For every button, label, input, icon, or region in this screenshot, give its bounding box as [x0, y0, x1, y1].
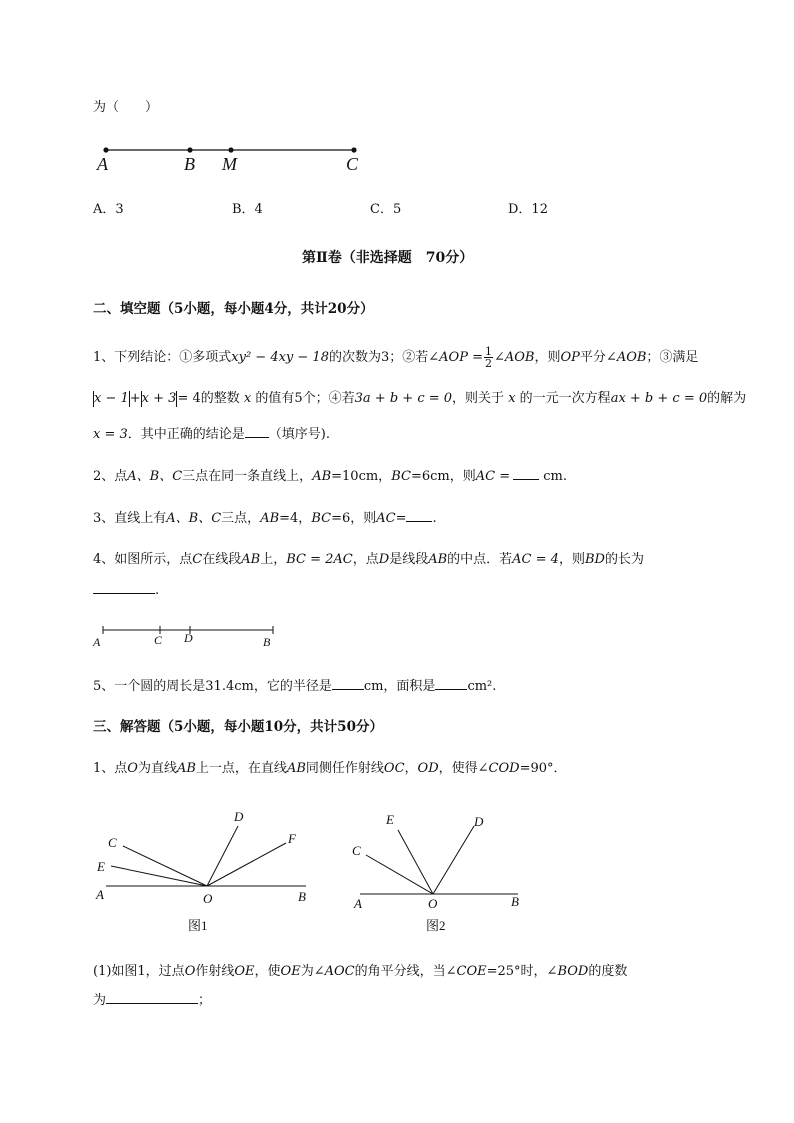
fig4-label-c: C	[154, 633, 163, 647]
fig2-label-o: O	[428, 896, 438, 911]
choice-b: B．4	[232, 202, 263, 217]
answer-blank	[245, 425, 269, 438]
answer-blank	[435, 677, 467, 690]
fig1-label-a: A	[96, 887, 104, 902]
fig2-label-e: E	[386, 812, 394, 827]
fig2-label-b: B	[511, 894, 519, 909]
fill-question-4-line-2: .	[93, 581, 159, 600]
fill-question-5: 5、一个圆的周长是31.4cm，它的半径是 cm，面积是 cm².	[93, 679, 497, 694]
point-label-a: A	[97, 154, 108, 174]
fill-question-1-line-2: x − 1+x + 3= 4的整数 x 的值有5个；④若3a + b + c = 0，则关于 x 的一元一次方程ax + b + c = 0的解为	[94, 391, 747, 406]
fig1-label-e: E	[97, 859, 105, 874]
answer-blank	[93, 581, 155, 594]
section-solve-title: 三、解答题（5小题，每小题10分，共计50分）	[93, 719, 383, 735]
angle-figure-2	[352, 812, 519, 911]
fig4-label-a: A	[93, 635, 101, 649]
answer-blank	[406, 509, 432, 522]
fig1-label-f: F	[288, 831, 296, 846]
part-title: 第Ⅱ卷（非选择题 70分）	[302, 250, 474, 266]
fig1-label-o: O	[203, 891, 213, 906]
fig1-label-b: B	[298, 889, 306, 904]
point-m-dot	[228, 147, 233, 152]
fig4-label-d: D	[184, 631, 193, 645]
answer-blank	[106, 991, 198, 1004]
point-label-b: B	[184, 154, 195, 174]
choice-a: A．3	[93, 202, 124, 217]
fig1-label-d: D	[234, 809, 244, 824]
point-c-dot	[351, 147, 356, 152]
angle-figure-1	[95, 809, 306, 906]
fig2-label-a: A	[354, 896, 362, 911]
point-label-c: C	[346, 154, 359, 174]
solve-question-1-part-1-line-1: (1)如图1，过点O作射线OE，使OE为∠AOC的角平分线，当∠COE=25°时，∠BOD的度数	[93, 964, 628, 979]
fig1-label-c: C	[108, 835, 117, 850]
choice-d: D．12	[508, 202, 548, 217]
fill-question-1-line-3: x = 3．其中正确的结论是 （填序号).	[93, 427, 330, 442]
fill-question-3: 3、直线上有A、B、C三点，AB=4，BC=6，则AC= .	[93, 511, 437, 526]
fig1-caption: 图1	[188, 918, 208, 933]
solve-question-1-part-1-line-2: 为 ；	[93, 993, 212, 1008]
answer-blank	[513, 467, 539, 480]
point-label-m: M	[222, 154, 237, 174]
fill-question-2: 2、点A、B、C三点在同一条直线上，AB=10cm，BC=6cm，则AC = cm.	[93, 469, 567, 484]
fraction-one-half: $\frac{1}{2}$	[484, 345, 492, 370]
segment-figure-acdb	[92, 626, 273, 649]
section-fill-title: 二、填空题（5小题，每小题4分，共计20分）	[93, 301, 374, 317]
fill-question-4-line-1: 4、如图所示，点C在线段AB上，BC = 2AC，点D是线段AB的中点．若AC = 4，则BD的长为	[93, 552, 644, 567]
question-tail: 为（ ）	[93, 100, 159, 115]
point-b-dot	[187, 147, 192, 152]
choice-c: C．5	[370, 202, 402, 217]
point-a-dot	[103, 147, 108, 152]
fill-question-1-line-1: 1、下列结论：①多项式xy² − 4xy − 18的次数为3；②若∠AOP = $\frac{1}{2}$ ∠AOB，则OP平分∠AOB；③满足	[93, 345, 699, 370]
fig2-caption: 图2	[426, 918, 446, 933]
fig4-label-b: B	[263, 635, 271, 649]
answer-blank	[332, 677, 364, 690]
solve-question-1: 1、点O为直线AB上一点，在直线AB同侧任作射线OC，OD，使得∠COD=90°．	[93, 761, 567, 776]
fig2-label-c: C	[352, 843, 361, 858]
fig2-label-d: D	[474, 814, 484, 829]
